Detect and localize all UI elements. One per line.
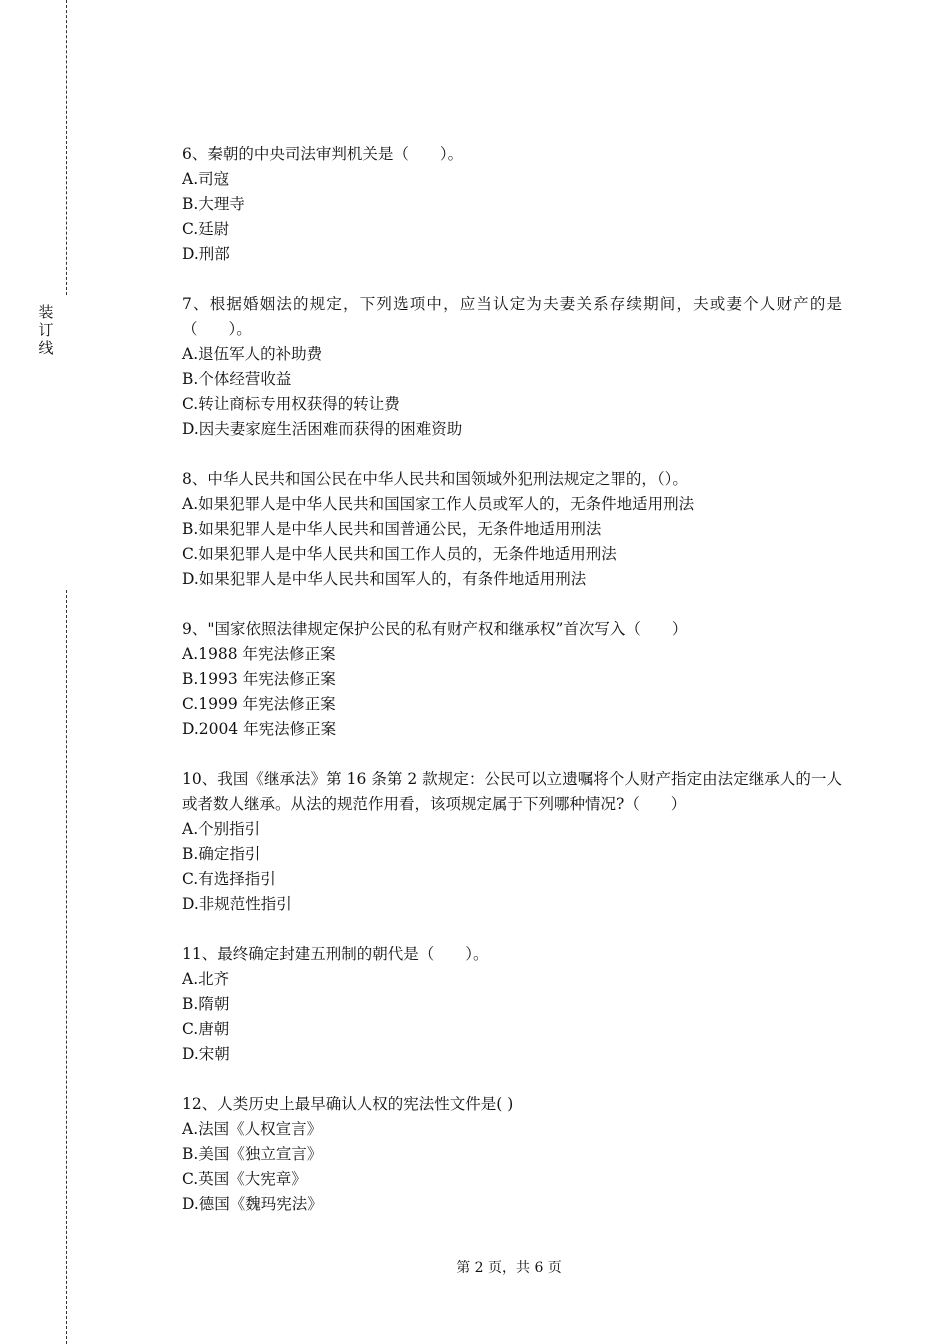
option-c: C.转让商标专用权获得的转让费: [182, 395, 400, 413]
question-stem: 6、秦朝的中央司法审判机关是（ ）。: [182, 145, 464, 163]
option-c: C.唐朝: [182, 1020, 230, 1038]
question-7: [182, 292, 842, 442]
option-d: D.如果犯罪人是中华人民共和国军人的，有条件地适用刑法: [182, 570, 587, 588]
option-d: D.德国《魏玛宪法》: [182, 1195, 323, 1213]
question-stem: 9、"国家依照法律规定保护公民的私有财产权和继承权”首次写入（ ）: [182, 620, 688, 638]
option-d: D.非规范性指引: [182, 895, 292, 913]
option-c: C.有选择指引: [182, 870, 276, 888]
option-d: D.因夫妻家庭生活困难而获得的困难资助: [182, 420, 463, 438]
option-a: A.退伍军人的补助费: [182, 345, 323, 363]
option-d: D.2004 年宪法修正案: [182, 720, 337, 738]
option-d: D.刑部: [182, 245, 230, 263]
option-b: B.大理寺: [182, 195, 245, 213]
question-11: [182, 942, 842, 1067]
binding-line-bottom: [66, 590, 67, 1344]
option-b: B.如果犯罪人是中华人民共和国普通公民，无条件地适用刑法: [182, 520, 602, 538]
option-a: A.1988 年宪法修正案: [182, 645, 336, 663]
question-stem: 8、中华人民共和国公民在中华人民共和国领域外犯刑法规定之罪的，（）。: [182, 470, 688, 488]
question-10: [182, 767, 842, 917]
option-a: A.司寇: [182, 170, 230, 188]
question-12: [182, 1092, 842, 1217]
question-stem: 11、最终确定封建五刑制的朝代是（ ）。: [182, 945, 489, 963]
option-c: C.廷尉: [182, 220, 230, 238]
question-stem: 12、人类历史上最早确认人权的宪法性文件是( ): [182, 1095, 514, 1113]
option-b: B.1993 年宪法修正案: [182, 670, 336, 688]
binding-char: 装: [38, 303, 54, 321]
binding-line-label: [37, 303, 55, 357]
option-a: A.如果犯罪人是中华人民共和国国家工作人员或军人的，无条件地适用刑法: [182, 495, 695, 513]
option-a: A.法国《人权宣言》: [182, 1120, 323, 1138]
option-a: A.个别指引: [182, 820, 261, 838]
question-8: [182, 467, 842, 592]
option-b: B.确定指引: [182, 845, 261, 863]
question-list: [182, 142, 842, 1242]
option-c: C.如果犯罪人是中华人民共和国工作人员的，无条件地适用刑法: [182, 545, 617, 563]
option-b: B.个体经营收益: [182, 370, 292, 388]
question-stem: 10、我国《继承法》第 16 条第 2 款规定：公民可以立遗嘱将个人财产指定由法定继承人的一人或者数人继承。从法的规范作用看，该项规定属于下列哪种情况?（ ）: [182, 770, 842, 813]
binding-char: 订: [38, 321, 54, 339]
question-9: [182, 617, 842, 742]
option-c: C.1999 年宪法修正案: [182, 695, 336, 713]
option-a: A.北齐: [182, 970, 230, 988]
option-c: C.英国《大宪章》: [182, 1170, 307, 1188]
option-b: B.美国《独立宣言》: [182, 1145, 323, 1163]
page-number: 第 2 页，共 6 页: [456, 1260, 562, 1276]
question-stem: 7、根据婚姻法的规定，下列选项中，应当认定为夫妻关系存续期间，夫或妻个人财产的是（ ）。: [182, 295, 842, 338]
question-6: [182, 142, 842, 267]
option-b: B.隋朝: [182, 995, 230, 1013]
binding-line-top: [66, 0, 67, 295]
option-d: D.宋朝: [182, 1045, 230, 1063]
binding-char: 线: [38, 339, 54, 357]
